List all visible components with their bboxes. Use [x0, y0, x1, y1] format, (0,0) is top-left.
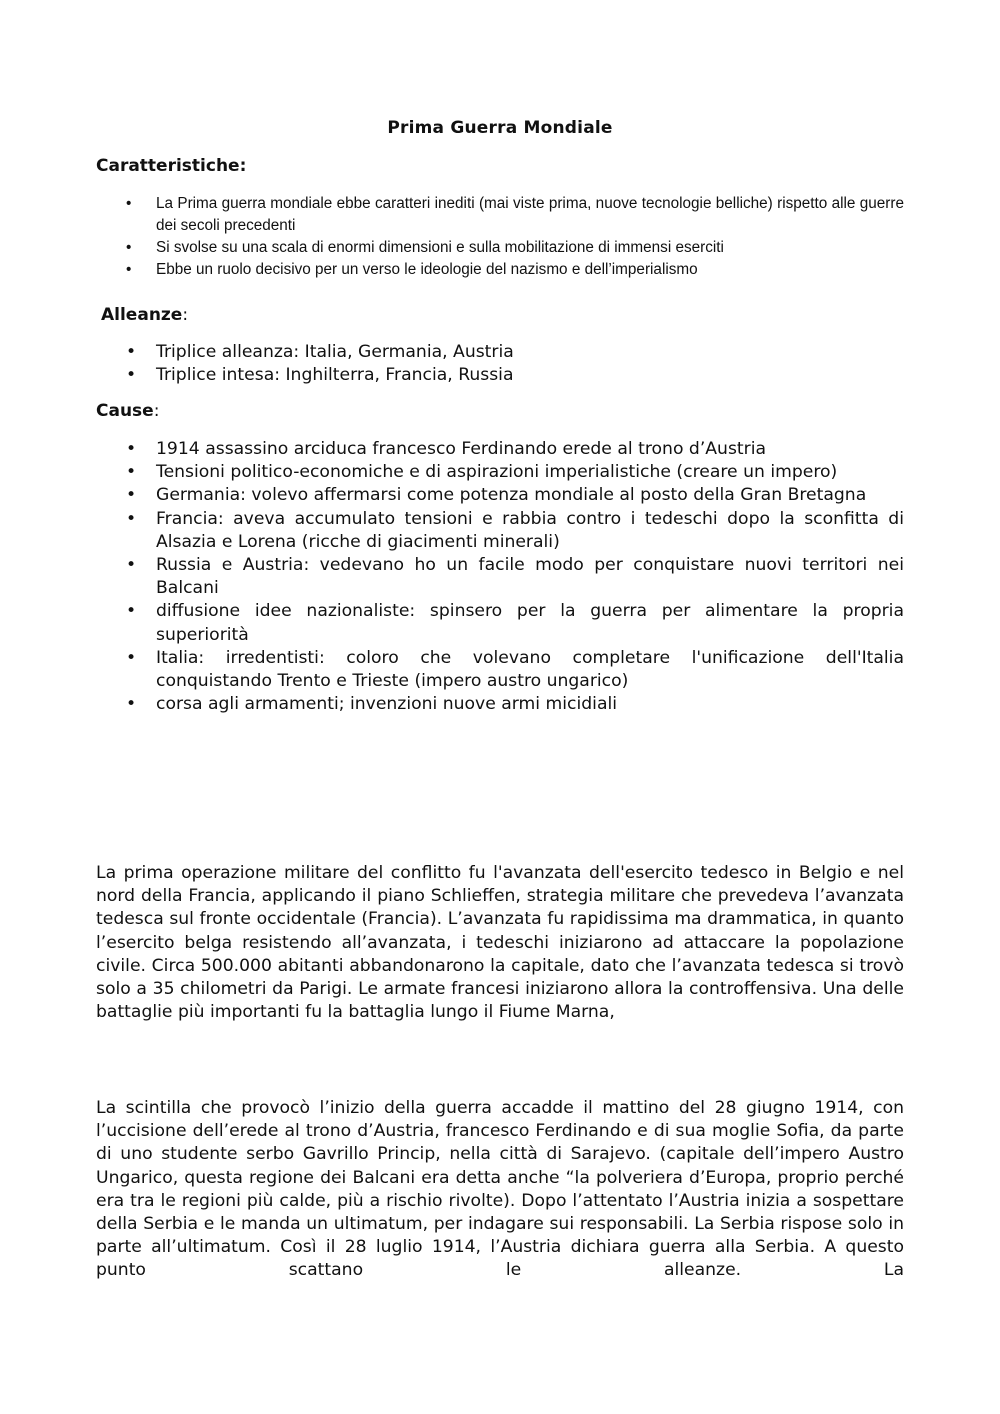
heading-alleanze-label: Alleanze: [101, 305, 183, 325]
list-item: • Germania: volevo affermarsi come potenza mondiale al posto della Gran Bretagna: [96, 484, 904, 507]
list-caratteristiche: [96, 193, 904, 281]
list-item: • Ebbe un ruolo decisivo per un verso le ideologie del nazismo e dell’imperialismo: [96, 259, 904, 281]
heading-alleanze: [101, 305, 188, 325]
list-alleanze: [96, 341, 904, 387]
heading-caratteristiche: Caratteristiche:: [96, 156, 247, 176]
heading-cause-label: Cause: [96, 401, 154, 421]
list-item: • La Prima guerra mondiale ebbe caratteri inediti (mai viste prima, nuove tecnologie belliche) rispetto alle guerre dei secoli precedenti: [96, 193, 904, 237]
list-cause: [96, 438, 904, 716]
heading-colon: :: [182, 305, 189, 325]
list-item: • Italia: irredentisti: coloro che volevano completare l'unificazione dell'Italia conquistando Trento e Trieste (impero austro ungarico): [96, 647, 904, 693]
list-item: • Francia: aveva accumulato tensioni e rabbia contro i tedeschi dopo la sconfitta di Alsazia e Lorena (ricche di giacimenti minerali): [96, 508, 904, 554]
list-item: • 1914 assassino arciduca francesco Ferdinando erede al trono d’Austria: [96, 438, 904, 461]
list-item: • corsa agli armamenti; invenzioni nuove armi micidiali: [96, 693, 904, 716]
heading-colon: :: [153, 401, 160, 421]
paragraph-avanzata: La prima operazione militare del conflitto fu l'avanzata dell'esercito tedesco in Belgio e nel nord della Francia, applicando il piano Schlieffen, strategia militare che prevedeva l’avanzata tedesca sul fronte occidentale (Francia). L’avanzata fu rapidissima ma drammatica, in quanto l’esercito belga resistendo all’avanzata, i tedeschi iniziarono ad attaccare la popolazione civile. Circa 500.000 abitanti abbandonarono la capitale, dato che l’avanzata tedesca si trovò solo a 35 chilometri da Parigi. Le armate francesi iniziarono allora la controffensiva. Una delle battaglie più importanti fu la battaglia lungo il Fiume Marna,: [96, 863, 904, 1023]
list-item: • Triplice intesa: Inghilterra, Francia, Russia: [96, 364, 904, 387]
list-item: • Russia e Austria: vedevano ho un facile modo per conquistare nuovi territori nei Balcani: [96, 554, 904, 600]
list-item: • diffusione idee nazionaliste: spinsero per la guerra per alimentare la propria superiorità: [96, 600, 904, 646]
list-item: • Si svolse su una scala di enormi dimensioni e sulla mobilitazione di immensi eserciti: [96, 237, 904, 259]
document-title: Prima Guerra Mondiale: [387, 118, 613, 138]
paragraph-scintilla: La scintilla che provocò l’inizio della guerra accadde il mattino del 28 giugno 1914, con l’uccisione dell’erede al trono d’Austria, francesco Ferdinando e di sua moglie Sofia, da parte di uno studente serbo Gavrillo Princip, nella città di Sarajevo. (capitale dell’impero Austro Ungarico, questa regione dei Balcani era detta anche “la polveriera d’Europa, proprio perché era tra le regioni più calde, più a rischio rivolte). Dopo l’attentato l’Austria inizia a sospettare della Serbia e le manda un ultimatum, per indagare sui responsabili. La Serbia rispose solo in parte all’ultimatum. Così il 28 luglio 1914, l’Austria dichiara guerra alla Serbia. A questo punto scattano le alleanze. La: [96, 1098, 904, 1281]
list-item: • Triplice alleanza: Italia, Germania, Austria: [96, 341, 904, 364]
heading-cause: [96, 401, 159, 421]
list-item: • Tensioni politico-economiche e di aspirazioni imperialistiche (creare un impero): [96, 461, 904, 484]
